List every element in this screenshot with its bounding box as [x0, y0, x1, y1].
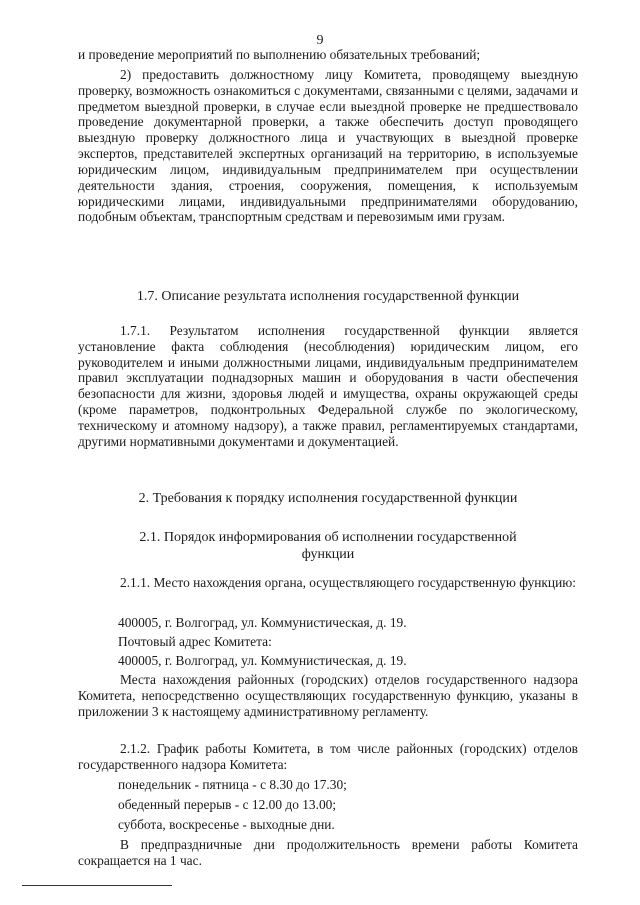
paragraph-continuation: и проведение мероприятий по выполнению обязательных требований;: [78, 47, 481, 62]
paragraph-2-1-1: 2.1.1. Место нахождения органа, осуществляющего государственную функцию:: [120, 575, 576, 590]
paragraph-holiday-hours: В предпраздничные дни продолжительность времени работы Комитета сокращается на 1 час.: [78, 837, 578, 868]
section-heading-1-7: 1.7. Описание результата исполнения государственной функции: [136, 289, 520, 304]
paragraph-district-offices: Места нахождения районных (городских) отделов государственного надзора Комитета, непосредственно осуществляющих государственную функцию, указаны в приложении 3 к настоящему административному регламенту.: [78, 672, 578, 719]
paragraph-item-2: 2) предоставить должностному лицу Комитета, проводящему выездную проверку, возможность ознакомиться с документами, связанными с целями, задачами и предметом выездной проверки, в случае если выездной проверке не предшествовало проведение документарной проверки, а также обеспечить доступ проводящего выездную проверку должностного лица и участвующих в выездной проверке экспертов, представителей экспертных организаций на территорию, в используемые юридическим лицом, индивидуальным предпринимателем при осуществлении деятельности здания, строения, сооружения, помещения, к используемым юридическими лицами, индивидуальными предпринимателями оборудованию, подобным объектам, транспортным средствам и перевозимым ими грузам.: [78, 67, 578, 225]
paragraph-2-1-2: 2.1.2. График работы Комитета, в том числе районных (городских) отделов государственного надзора Комитета:: [78, 741, 578, 772]
postal-address-label: Почтовый адрес Комитета:: [118, 634, 272, 649]
paragraph-1-7-1: 1.7.1. Результатом исполнения государственной функции является установление факта соблюдения (несоблюдения) юридическим лицом, его руководителем и иными должностными лицами, индивидуальным предпринимателем правил эксплуатации поднадзорных машин и оборудования в части обеспечения безопасности для жизни, здоровья людей и имущества, охраны окружающей среды (кроме параметров, подконтрольных Федеральной службе по экологическому, техническому и атомному надзору), а также правил, регламентируемых стандартами, другими нормативными документами и документацией.: [78, 323, 578, 449]
section-heading-2: 2. Требования к порядку исполнения государственной функции: [138, 491, 518, 506]
schedule-weekend: суббота, воскресенье - выходные дни.: [118, 817, 335, 832]
footnote-rule: [22, 885, 172, 886]
page-number: 9: [316, 33, 324, 48]
address-line: 400005, г. Волгоград, ул. Коммунистическая, д. 19.: [118, 615, 407, 630]
schedule-lunch: обеденный перерыв - с 12.00 до 13.00;: [118, 797, 337, 812]
postal-address-line: 400005, г. Волгоград, ул. Коммунистическая, д. 19.: [118, 653, 407, 668]
section-heading-2-1: 2.1. Порядок информирования об исполнении государственной функции: [139, 530, 517, 562]
schedule-weekdays: понедельник - пятница - с 8.30 до 17.30;: [118, 777, 347, 792]
